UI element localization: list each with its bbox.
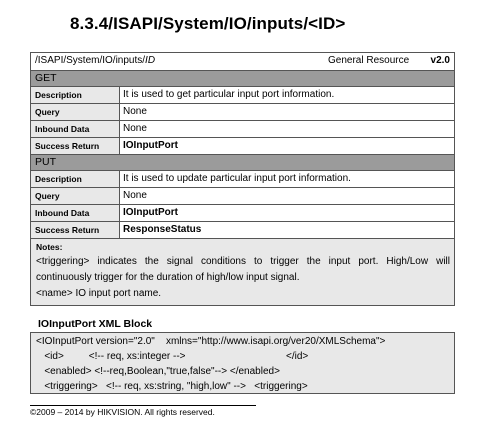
row-value: None — [123, 106, 147, 117]
code-line: <IOInputPort version="2.0" xmlns="http://www.isapi.org/ver20/XMLSchema"> — [36, 336, 386, 347]
method-put: PUT — [31, 155, 454, 171]
method-get: GET — [31, 71, 454, 87]
row-value: ResponseStatus — [123, 224, 202, 235]
table-row — [31, 104, 454, 121]
resource-id: ID — [145, 55, 156, 66]
notes-section — [31, 239, 454, 305]
table-row — [31, 171, 454, 188]
code-line: <enabled> <!--req,Boolean,"true,false"--> </enabled> — [36, 366, 280, 377]
version-label: v2.0 — [430, 55, 450, 66]
row-key: Success Return — [31, 138, 120, 154]
table-row — [31, 87, 454, 104]
row-key: Description — [31, 87, 120, 103]
footer-copyright: ©2009 – 2014 by HIKVISION. All rights reserved. — [30, 407, 215, 417]
note-text: <triggering> indicates the signal conditions to trigger the input port. High/Low will continuously trigger for the duration of high/low input signal. — [36, 256, 450, 283]
row-value: None — [123, 190, 147, 201]
table-row — [31, 188, 454, 205]
xml-code-block — [30, 332, 455, 394]
notes-label: Notes: — [36, 242, 63, 252]
footer-divider — [30, 405, 256, 406]
note-text: <name> IO input port name. — [36, 288, 162, 299]
row-key: Inbound Data — [31, 205, 120, 221]
row-key: Inbound Data — [31, 121, 120, 137]
row-key: Description — [31, 171, 120, 187]
table-row — [31, 205, 454, 222]
code-line: <triggering> <!-- req, xs:string, "high,low" --> <triggering> — [36, 381, 308, 392]
table-row — [31, 138, 454, 155]
section-heading: 8.3.4/ISAPI/System/IO/inputs/<ID> — [70, 14, 346, 33]
resource-table — [30, 52, 455, 306]
code-line: <id> <!-- req, xs:integer --> </id> — [36, 351, 309, 362]
table-row — [31, 121, 454, 138]
row-key: Query — [31, 188, 120, 204]
row-value: IOInputPort — [123, 207, 178, 218]
row-key: Query — [31, 104, 120, 120]
row-value: It is used to update particular input port information. — [123, 173, 351, 184]
row-key: Success Return — [31, 222, 120, 238]
resource-type: General Resource — [328, 55, 410, 66]
xml-block-title: IOInputPort XML Block — [38, 318, 153, 330]
resource-title-row — [31, 53, 454, 71]
code-line-tail: </id> — [286, 351, 309, 362]
row-value: IOInputPort — [123, 140, 178, 151]
table-row — [31, 222, 454, 239]
row-value: None — [123, 123, 147, 134]
resource-path: /ISAPI/System/IO/inputs/ID — [35, 55, 156, 66]
row-value: It is used to get particular input port information. — [123, 89, 335, 100]
